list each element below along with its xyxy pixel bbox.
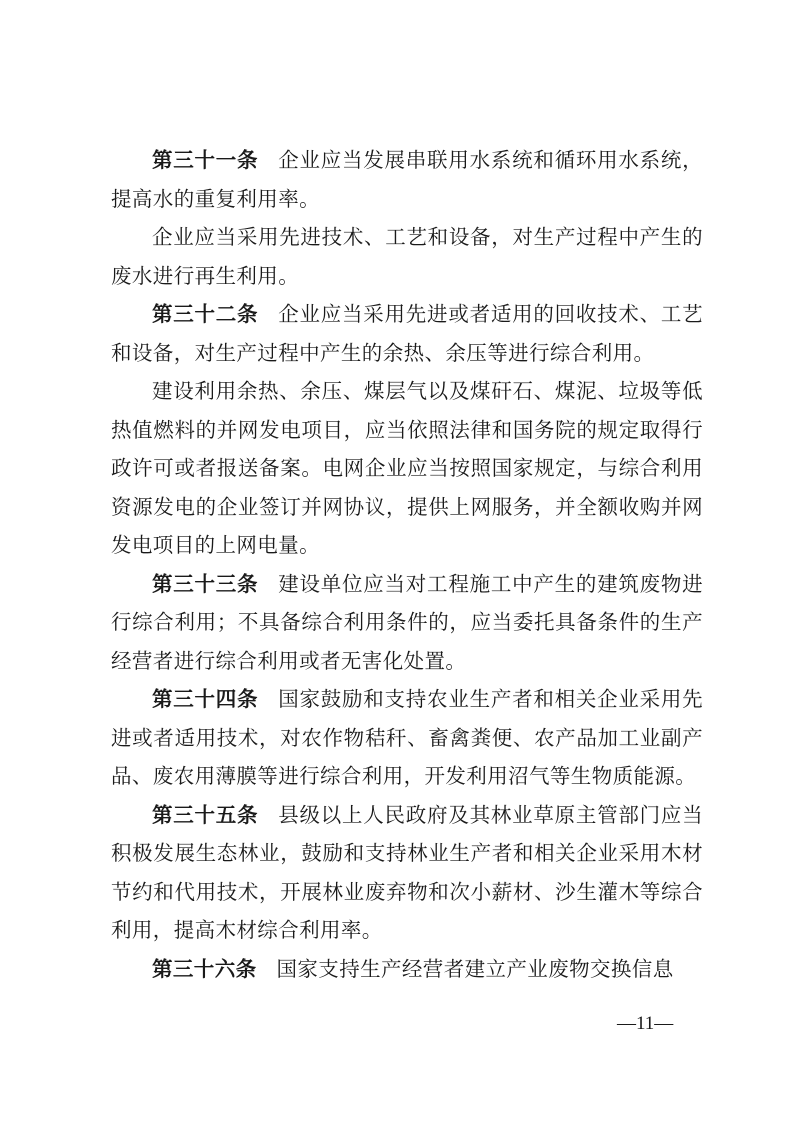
article-31-paragraph-2 xyxy=(111,218,703,295)
article-31-paragraph-1 xyxy=(111,141,703,218)
article-32-text-1: 企业应当采用先进或者适用的回收技术、工艺和设备，对生产过程中产生的余热、余压等进行综合利用。 xyxy=(111,302,704,365)
document-page xyxy=(111,141,703,988)
page-number: —11— xyxy=(617,1013,674,1034)
article-34-paragraph-1 xyxy=(111,680,703,796)
article-36-number: 第三十六条 xyxy=(152,956,257,981)
article-32-paragraph-2 xyxy=(111,372,703,565)
article-32-paragraph-1 xyxy=(111,295,703,372)
article-31-text-2: 企业应当采用先进技术、工艺和设备，对生产过程中产生的废水进行再生利用。 xyxy=(111,225,703,288)
article-33-text-1: 建设单位应当对工程施工中产生的建筑废物进行综合利用；不具备综合利用条件的，应当委托具备条件的生产经营者进行综合利用或者无害化处置。 xyxy=(111,571,704,673)
article-35-number: 第三十五条 xyxy=(152,802,259,827)
article-31-number: 第三十一条 xyxy=(152,148,259,172)
article-31-text-1: 企业应当发展串联用水系统和循环用水系统，提高水的重复利用率。 xyxy=(111,148,704,211)
article-34-number: 第三十四条 xyxy=(152,687,259,711)
article-35-paragraph-1 xyxy=(111,796,703,950)
article-33-paragraph-1 xyxy=(111,565,703,681)
article-32-text-2: 建设利用余热、余压、煤层气以及煤矸石、煤泥、垃圾等低热值燃料的并网发电项目，应当依照法律和国务院的规定取得行政许可或者报送备案。电网企业应当按照国家规定，与综合利用资源发电的企业签订并网协议，提供上网服务，并全额收购并网发电项目的上网电量。 xyxy=(111,379,703,557)
article-35-text-1: 县级以上人民政府及其林业草原主管部门应当积极发展生态林业，鼓励和支持林业生产者和相关企业采用木材节约和代用技术，开展林业废弃物和次小薪材、沙生灌木等综合利用，提高木材综合利用率。 xyxy=(111,802,704,942)
article-36-text-1: 国家支持生产经营者建立产业废物交换信息 xyxy=(276,956,674,981)
article-33-number: 第三十三条 xyxy=(152,571,259,596)
article-32-number: 第三十二条 xyxy=(152,302,259,326)
article-34-text-1: 国家鼓励和支持农业生产者和相关企业采用先进或者适用技术，对农作物秸秆、畜禽粪便、农产品加工业副产品、废农用薄膜等进行综合利用，开发利用沼气等生物质能源。 xyxy=(111,687,704,788)
article-36-paragraph-1 xyxy=(111,950,703,989)
